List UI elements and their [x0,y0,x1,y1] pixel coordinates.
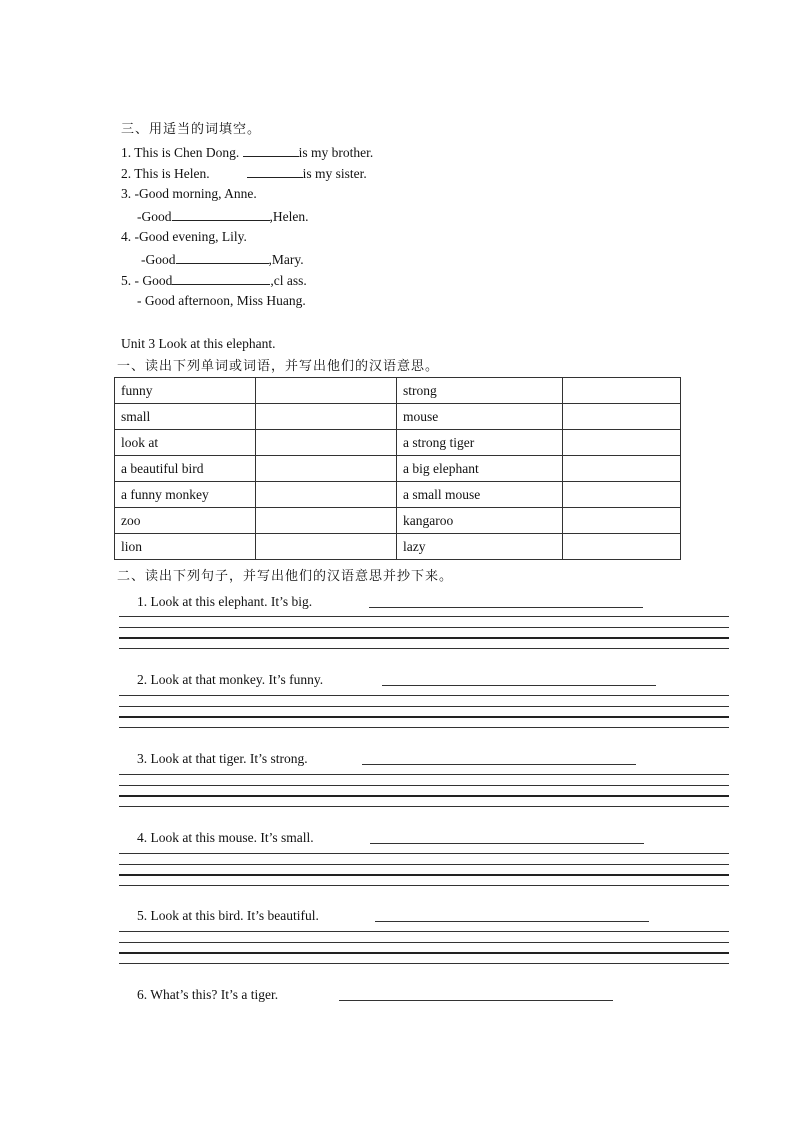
copy-line[interactable] [119,695,729,696]
section1-heading: 一、读出下列单词或词语，并写出他们的汉语意思。 [117,358,440,373]
vocab-word-cell: a beautiful bird [115,456,256,482]
vocab-word-cell: zoo [115,508,256,534]
sentence-3: 3. Look at that tiger. It’s strong. [137,751,308,766]
table-row [115,430,681,456]
meaning-answer-cell[interactable] [563,482,681,508]
vocab-word-cell: mouse [397,404,563,430]
vocab-word-cell: funny [115,378,256,404]
fill-item-4-line1: 4. -Good evening, Lily. [121,229,247,244]
fill-item-5-line1: 5. - Good ,cl ass. [121,273,307,288]
table-row [115,404,681,430]
blank-2[interactable] [247,164,303,178]
copy-line[interactable] [119,648,729,649]
blank-4[interactable] [176,250,269,264]
meaning-answer-cell[interactable] [256,430,397,456]
vocab-word-cell: lazy [397,534,563,560]
blank-5[interactable] [172,271,270,285]
section3-heading: 三、用适当的词填空。 [121,121,262,136]
copy-line[interactable] [119,853,729,854]
copy-line[interactable] [119,952,729,954]
copy-line[interactable] [119,942,729,943]
copy-line[interactable] [119,627,729,628]
meaning-answer-cell[interactable] [256,378,397,404]
vocab-word-cell: a funny monkey [115,482,256,508]
copy-line[interactable] [119,716,729,718]
translation-line[interactable] [382,685,656,686]
vocab-word-cell: lion [115,534,256,560]
meaning-answer-cell[interactable] [256,456,397,482]
sentence-2: 2. Look at that monkey. It’s funny. [137,672,324,687]
blank-3[interactable] [172,207,270,221]
copy-line[interactable] [119,727,729,728]
vocab-word-cell: look at [115,430,256,456]
vocab-word-cell: small [115,404,256,430]
vocab-word-cell: kangaroo [397,508,563,534]
meaning-answer-cell[interactable] [256,534,397,560]
fill-item-3-line1: 3. -Good morning, Anne. [121,186,257,201]
table-row [115,378,681,404]
section2-heading: 二、读出下列句子，并写出他们的汉语意思并抄下来。 [117,568,454,583]
copy-line[interactable] [119,795,729,797]
copy-line[interactable] [119,963,729,964]
sentence-6: 6. What’s this? It’s a tiger. [137,987,279,1002]
vocab-word-cell: a big elephant [397,456,563,482]
translation-line[interactable] [362,764,636,765]
meaning-answer-cell[interactable] [563,456,681,482]
copy-line[interactable] [119,806,729,807]
copy-line[interactable] [119,785,729,786]
translation-line[interactable] [370,843,644,844]
translation-line[interactable] [339,1000,613,1001]
copy-line[interactable] [119,885,729,886]
fill-item-5-line2: - Good afternoon, Miss Huang. [137,293,306,308]
translation-line[interactable] [369,607,643,608]
fill-item-4-line2: -Good ,Mary. [141,252,304,267]
copy-line[interactable] [119,616,729,617]
meaning-answer-cell[interactable] [563,378,681,404]
fill-item-1: 1. This is Chen Dong. is my brother. [121,145,374,160]
fill-item-3-line2: -Good ,Helen. [137,209,309,224]
sentence-4: 4. Look at this mouse. It’s small. [137,830,314,845]
vocab-word-cell: a small mouse [397,482,563,508]
meaning-answer-cell[interactable] [563,430,681,456]
meaning-answer-cell[interactable] [256,508,397,534]
copy-line[interactable] [119,874,729,876]
copy-line[interactable] [119,706,729,707]
sentence-5: 5. Look at this bird. It’s beautiful. [137,908,319,923]
unit-title: Unit 3 Look at this elephant. [121,336,276,351]
meaning-answer-cell[interactable] [256,404,397,430]
meaning-answer-cell[interactable] [256,482,397,508]
copy-line[interactable] [119,931,729,932]
meaning-answer-cell[interactable] [563,404,681,430]
meaning-answer-cell[interactable] [563,508,681,534]
translation-line[interactable] [375,921,649,922]
copy-line[interactable] [119,774,729,775]
sentence-1: 1. Look at this elephant. It’s big. [137,594,313,609]
copy-line[interactable] [119,637,729,639]
vocab-table [114,377,681,560]
blank-1[interactable] [243,143,299,157]
vocab-word-cell: a strong tiger [397,430,563,456]
meaning-answer-cell[interactable] [563,534,681,560]
table-row [115,482,681,508]
fill-item-2: 2. This is Helen. is my sister. [121,166,367,181]
table-row [115,456,681,482]
vocab-word-cell: strong [397,378,563,404]
table-row [115,534,681,560]
copy-line[interactable] [119,864,729,865]
table-row [115,508,681,534]
